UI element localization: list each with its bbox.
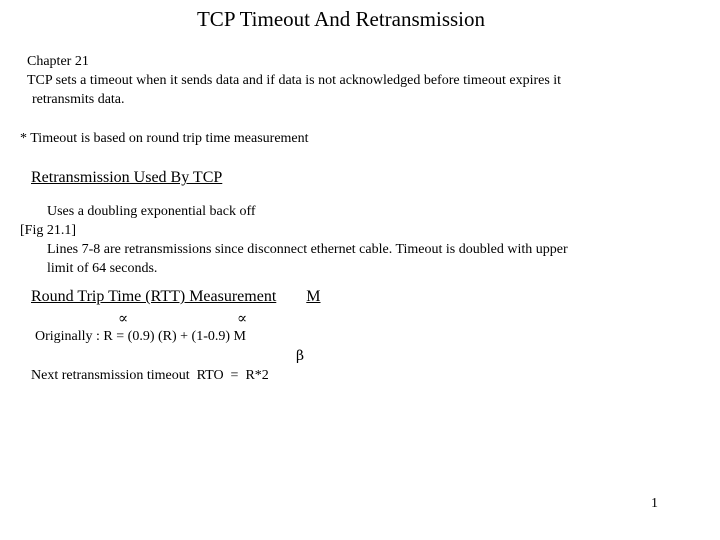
page-number: 1 [651,496,658,511]
intro-line-1: TCP sets a timeout when it sends data and if data is not acknowledged before timeout expires it [27,73,562,88]
alpha-symbol-2: ∝ [237,309,248,327]
rtt-heading-m: M [306,288,321,305]
beta-symbol: β [296,348,305,364]
intro-line-2: retransmits data. [32,92,125,107]
retransmission-line-3: limit of 64 seconds. [47,261,158,276]
rtt-heading [31,289,321,305]
retransmission-heading: Retransmission Used By TCP [31,169,223,186]
rtt-formula: Originally : R = (0.9) (R) + (1-0.9) M [35,329,246,344]
rto-formula: Next retransmission timeout RTO = R*2 [31,368,269,383]
slide-title: TCP Timeout And Retransmission [196,7,486,31]
timeout-bullet: * Timeout is based on round trip time measurement [20,131,309,146]
fig-reference: [Fig 21.1] [20,223,76,238]
rtt-heading-text: Round Trip Time (RTT) Measurement [31,288,277,305]
alpha-symbol-1: ∝ [118,309,129,327]
retransmission-line-2: Lines 7-8 are retransmissions since disconnect ethernet cable. Timeout is doubled with upper [47,242,568,257]
retransmission-line-1: Uses a doubling exponential back off [47,204,256,219]
chapter-label: Chapter 21 [27,54,89,69]
